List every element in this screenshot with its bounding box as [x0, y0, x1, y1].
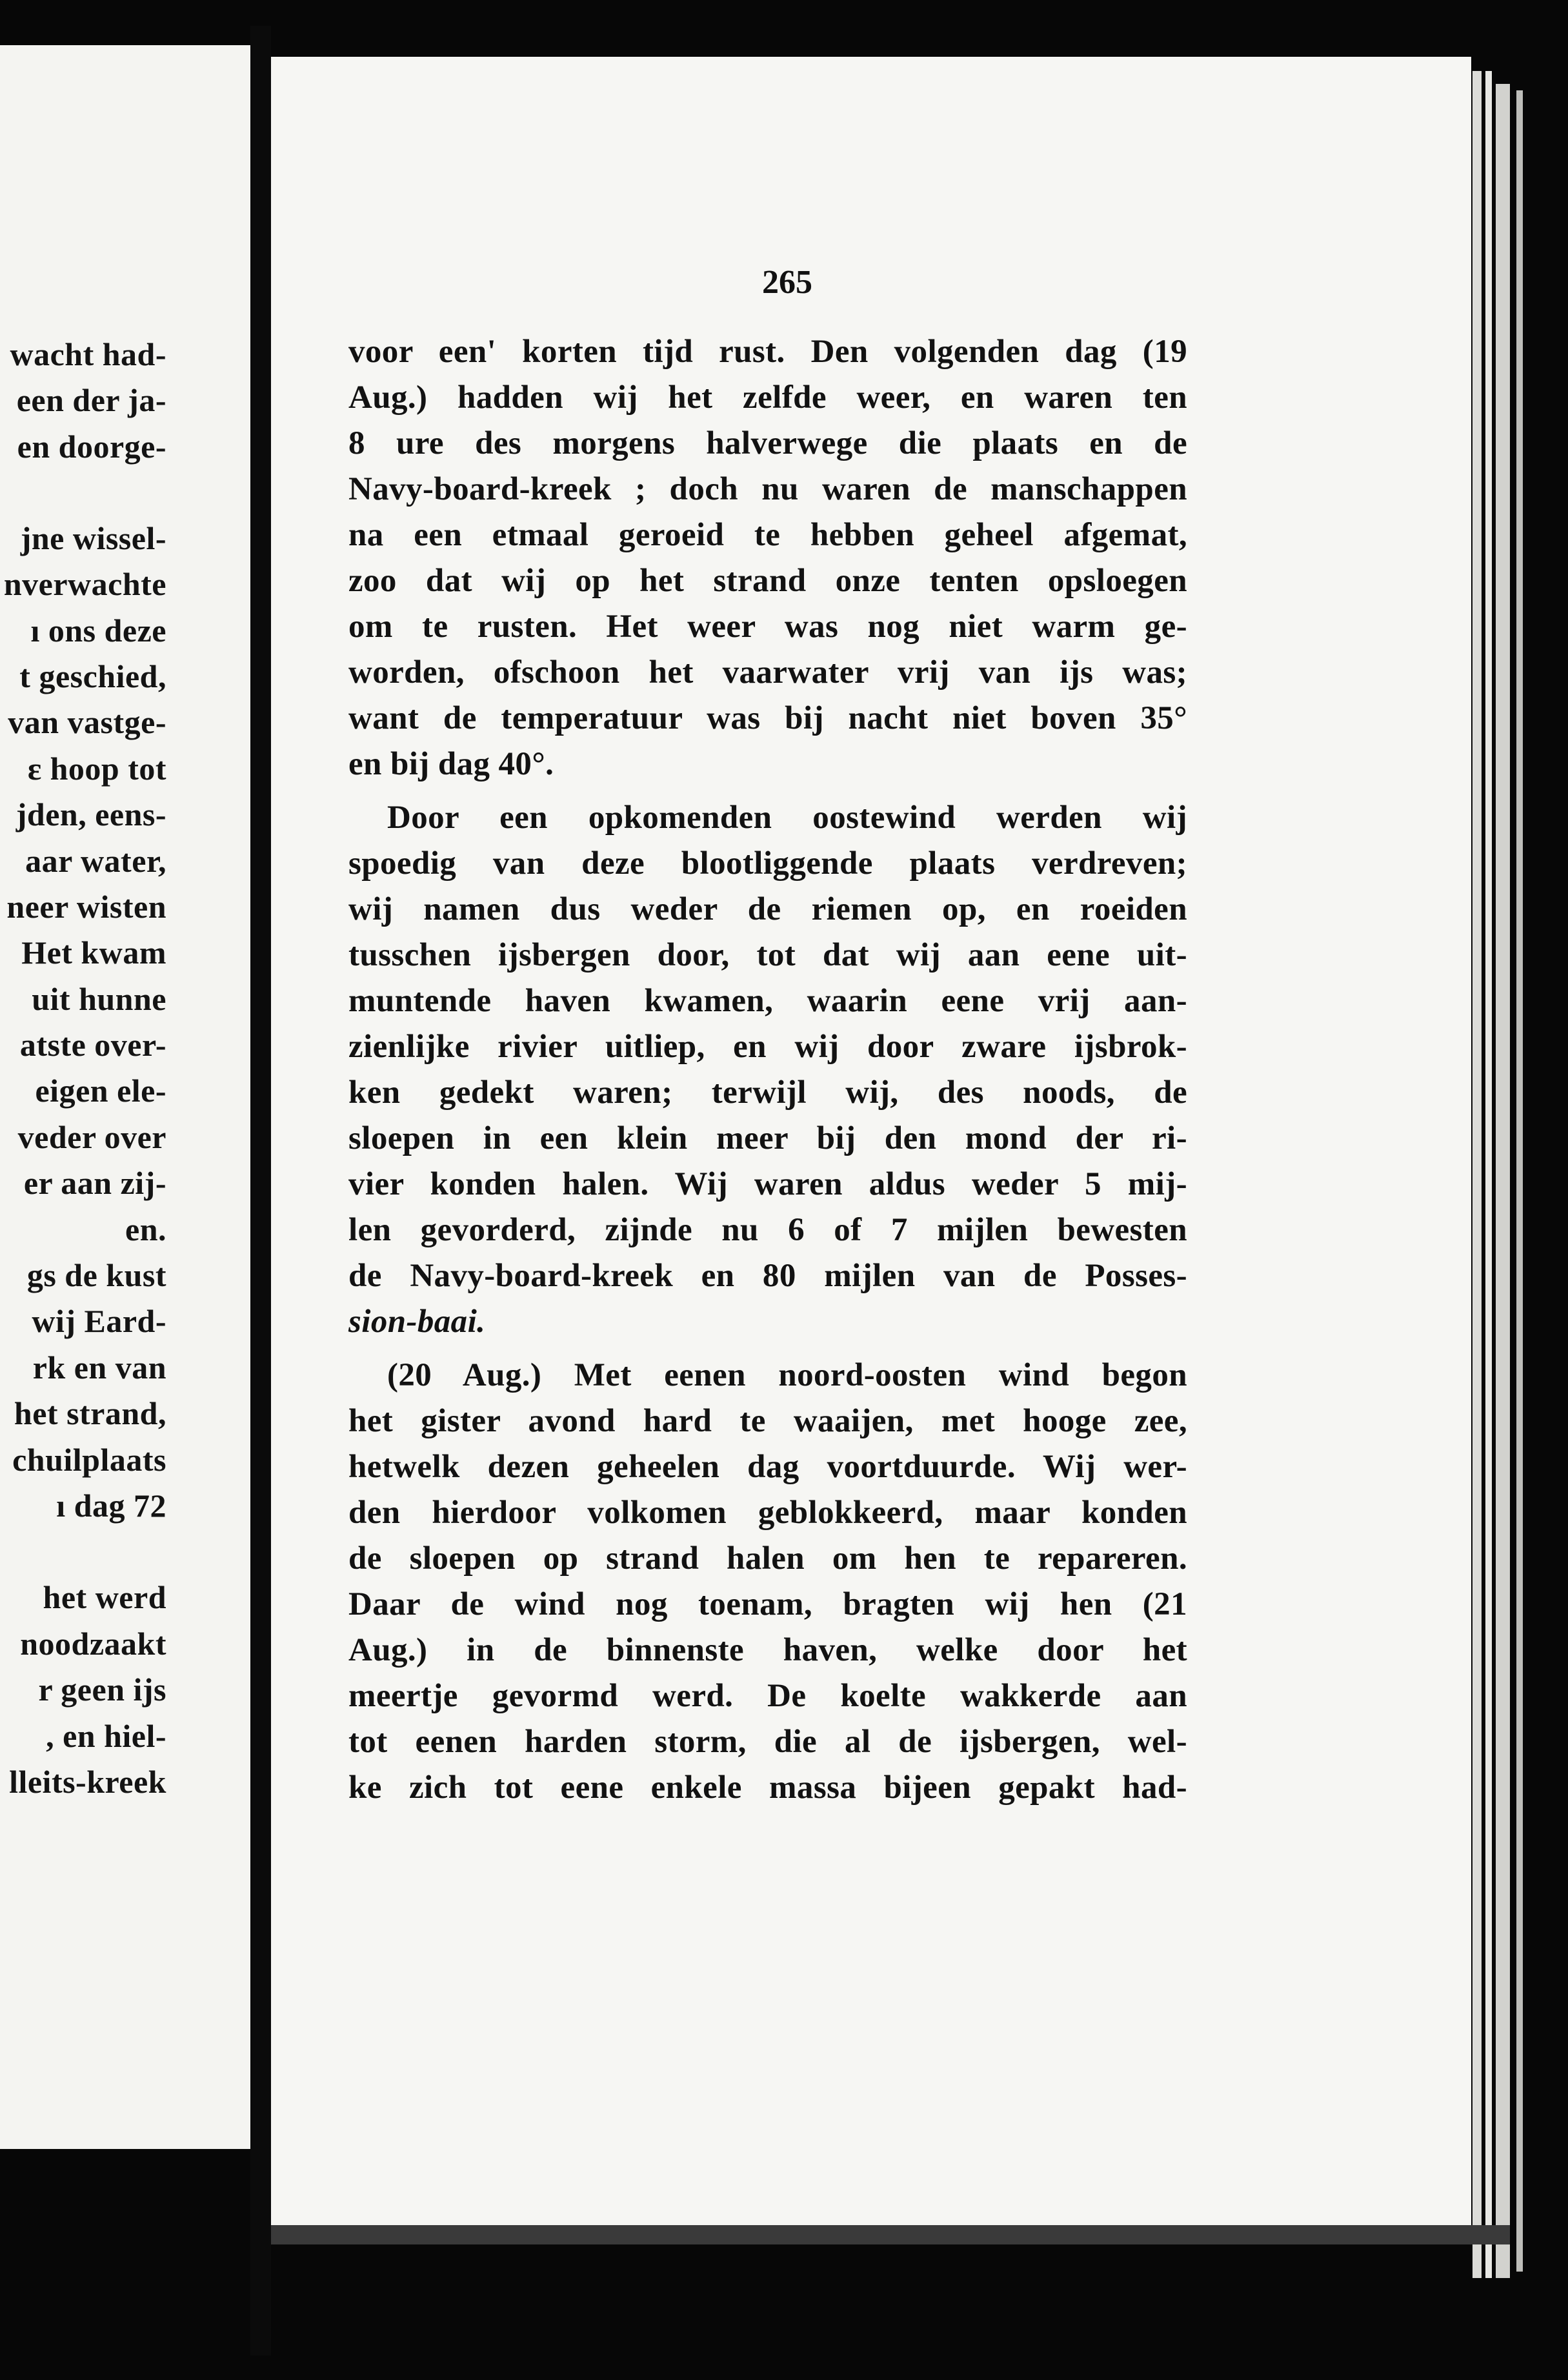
text-line: den hierdoor volkomen geblokkeerd, maar konden: [348, 1495, 1187, 1531]
text-line: voor een' korten tijd rust. Den volgenden dag (19: [348, 334, 1187, 370]
text-line: Aug.) hadden wij het zelfde weer, en waren ten: [348, 379, 1187, 416]
left-line: een der ja-: [16, 382, 166, 418]
left-line: t geschied,: [19, 658, 166, 694]
left-page: [0, 45, 250, 2149]
page-edge: [1473, 71, 1482, 2278]
left-line: het werd: [43, 1579, 166, 1615]
page-edge: [1516, 90, 1523, 2272]
page-edge: [1485, 71, 1492, 2278]
text-line: het gister avond hard te waaijen, met hooge zee,: [348, 1403, 1187, 1439]
left-line: r geen ijs: [38, 1671, 166, 1708]
text-line: de sloepen op strand halen om hen te repareren.: [348, 1540, 1187, 1577]
text-line: de Navy-board-kreek en 80 mijlen van de Posses-: [348, 1258, 1187, 1294]
text-line: spoedig van deze blootliggende plaats verdreven;: [348, 845, 1187, 882]
text-line: om te rusten. Het weer was nog niet warm ge-: [348, 609, 1187, 645]
text-line: want de temperatuur was bij nacht niet boven 35°: [348, 700, 1187, 736]
text-line: wij namen dus weder de riemen op, en roeiden: [348, 891, 1187, 927]
left-line: er aan zij-: [23, 1165, 166, 1201]
text-line: Aug.) in de binnenste haven, welke door het: [348, 1632, 1187, 1668]
left-line: uit hunne: [32, 981, 166, 1017]
text-line: sion-baai.: [348, 1304, 486, 1340]
left-line: wij Eard-: [32, 1303, 166, 1339]
text-line: sloepen in een klein meer bij den mond der ri-: [348, 1120, 1187, 1156]
left-line: jne wissel-: [20, 520, 166, 556]
text-line: Door een opkomenden oostewind werden wij: [387, 800, 1187, 836]
text-line: vier konden halen. Wij waren aldus weder 5 mij-: [348, 1166, 1187, 1202]
left-line: van vastge-: [8, 704, 166, 740]
left-line: aar water,: [25, 843, 166, 879]
text-line: hetwelk dezen geheelen dag voortduurde. Wij wer-: [348, 1449, 1187, 1485]
left-line: lleits-kreek: [9, 1764, 166, 1800]
text-line: en bij dag 40°.: [348, 746, 554, 782]
text-line: zoo dat wij op het strand onze tenten opsloegen: [348, 563, 1187, 599]
left-line: en.: [125, 1211, 166, 1247]
page-number: 265: [762, 264, 812, 301]
book-gutter: [250, 26, 271, 2355]
text-line: Navy-board-kreek ; doch nu waren de manschappen: [348, 471, 1187, 507]
text-line: 8 ure des morgens halverwege die plaats en de: [348, 425, 1187, 461]
right-page: [271, 57, 1471, 2225]
text-line: tusschen ijsbergen door, tot dat wij aan eene uit-: [348, 937, 1187, 973]
page-edge: [1496, 84, 1510, 2278]
left-line: eigen ele-: [35, 1073, 166, 1109]
left-line: het strand,: [14, 1395, 166, 1431]
left-line: , en hiel-: [46, 1718, 166, 1754]
left-line: noodzaakt: [20, 1626, 166, 1662]
left-line: neer wisten: [6, 889, 166, 925]
text-line: ke zich tot eene enkele massa bijeen gepakt had-: [348, 1770, 1187, 1806]
left-line: ı dag 72: [56, 1488, 166, 1524]
left-line: chuilplaats: [12, 1442, 166, 1478]
text-line: zienlijke rivier uitliep, en wij door zware ijsbrok-: [348, 1029, 1187, 1065]
text-line: meertje gevormd werd. De koelte wakkerde aan: [348, 1678, 1187, 1714]
left-line: atste over-: [19, 1027, 166, 1063]
text-line: muntende haven kwamen, waarin eene vrij aan-: [348, 983, 1187, 1019]
left-line: Het kwam: [21, 934, 166, 971]
text-line: (20 Aug.) Met eenen noord-oosten wind begon: [387, 1357, 1187, 1393]
left-line: wacht had-: [10, 336, 166, 372]
text-line: ken gedekt waren; terwijl wij, des noods, de: [348, 1074, 1187, 1111]
left-line: rk en van: [32, 1349, 166, 1386]
left-line: jden, eens-: [15, 796, 166, 832]
text-line: na een etmaal geroeid te hebben geheel afgemat,: [348, 517, 1187, 553]
left-line: veder over: [17, 1119, 166, 1155]
left-line: ı ons deze: [30, 612, 166, 649]
text-line: len gevorderd, zijnde nu 6 of 7 mijlen bewesten: [348, 1212, 1187, 1248]
text-line: worden, ofschoon het vaarwater vrij van ijs was;: [348, 654, 1187, 691]
left-line: nverwachte: [3, 566, 166, 602]
text-line: tot eenen harden storm, die al de ijsbergen, wel-: [348, 1724, 1187, 1760]
page-bottom-edge: [271, 2225, 1510, 2244]
left-line: gs de kust: [26, 1257, 166, 1293]
left-line: ɛ hoop tot: [27, 751, 166, 787]
text-line: Daar de wind nog toenam, bragten wij hen (21: [348, 1586, 1187, 1622]
left-line: en doorge-: [17, 429, 166, 465]
